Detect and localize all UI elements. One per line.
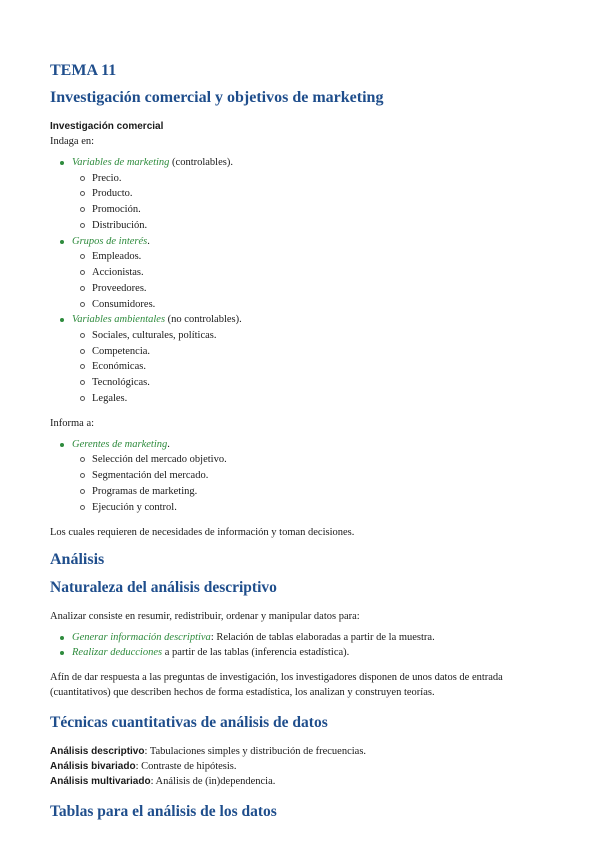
naturaleza-paragraph: Afín de dar respuesta a las preguntas de investigación, los investigadores disponen de unos datos de entrada (cuantitativos) que describen hechos de forma estadística, los analizan y construyen teorías. bbox=[50, 671, 503, 698]
tecnica-row: Análisis multivariado: Análisis de (in)dependencia. bbox=[50, 775, 276, 787]
sub-item: Segmentación del mercado. bbox=[92, 468, 550, 484]
sub-item: Consumidores. bbox=[92, 297, 550, 313]
naturaleza-list bbox=[50, 630, 550, 661]
list-item: Variables de marketing (controlables). Precio. Producto. Promoción. Distribución. bbox=[72, 155, 550, 234]
item-label: Gerentes de marketing bbox=[72, 438, 168, 450]
sub-item: Selección del mercado objetivo. bbox=[92, 452, 550, 468]
tecnicas-heading: Técnicas cuantitativas de análisis de datos bbox=[50, 713, 328, 731]
closing-text: Los cuales requieren de necesidades de información y toman decisiones. bbox=[50, 526, 355, 538]
analisis-heading: Análisis bbox=[50, 550, 105, 568]
sub-item: Tecnológicas. bbox=[92, 375, 550, 391]
sub-item: Producto. bbox=[92, 186, 550, 202]
tema-heading: TEMA 11 bbox=[50, 62, 117, 79]
informa-list bbox=[50, 437, 550, 516]
list-item: Realizar deducciones a partir de las tablas (inferencia estadística). bbox=[72, 645, 550, 661]
naturaleza-heading: Naturaleza del análisis descriptivo bbox=[50, 578, 277, 596]
sub-item: Programas de marketing. bbox=[92, 484, 550, 500]
item-label: Variables ambientales bbox=[72, 314, 166, 326]
sub-item: Económicas. bbox=[92, 359, 550, 375]
list-item: Grupos de interés. Empleados. Accionistas. Proveedores. Consumidores. bbox=[72, 234, 550, 313]
item-label: Variables de marketing bbox=[72, 157, 170, 168]
sub-list bbox=[72, 328, 550, 407]
sub-item: Proveedores. bbox=[92, 281, 550, 297]
tecnica-row: Análisis descriptivo: Tabulaciones simples y distribución de frecuencias. bbox=[50, 745, 367, 757]
tecnica-row: Análisis bivariado: Contraste de hipótesis. bbox=[50, 760, 237, 772]
sub-item: Accionistas. bbox=[92, 265, 550, 281]
page-title: Investigación comercial y objetivos de marketing bbox=[50, 89, 384, 106]
sub-list bbox=[72, 171, 550, 234]
sub-list bbox=[72, 452, 550, 515]
item-label: Generar información descriptiva bbox=[72, 631, 211, 643]
naturaleza-intro: Analizar consiste en resumir, redistribuir, ordenar y manipular datos para: bbox=[50, 610, 360, 622]
sub-item: Sociales, culturales, políticas. bbox=[92, 328, 550, 344]
section-investigacion bbox=[50, 119, 550, 540]
item-label: Grupos de interés bbox=[72, 235, 148, 247]
sub-item: Legales. bbox=[92, 391, 550, 407]
list-item: Variables ambientales (no controlables). Sociales, culturales, políticas. Competencia. Económicas. Tecnológicas. Legales. bbox=[72, 312, 550, 406]
informa-label: Informa a: bbox=[50, 417, 95, 429]
sub-item: Ejecución y control. bbox=[92, 500, 550, 516]
indaga-list bbox=[50, 155, 550, 407]
tablas-heading: Tablas para el análisis de los datos bbox=[50, 802, 277, 820]
sub-item: Precio. bbox=[92, 171, 550, 187]
investigacion-heading: Investigación comercial bbox=[50, 121, 164, 132]
sub-list bbox=[72, 249, 550, 312]
sub-item: Promoción. bbox=[92, 202, 550, 218]
item-label: Realizar deducciones bbox=[72, 647, 163, 659]
list-item: Generar información descriptiva: Relación de tablas elaboradas a partir de la muestra. bbox=[72, 630, 550, 646]
sub-item: Distribución. bbox=[92, 218, 550, 234]
sub-item: Competencia. bbox=[92, 344, 550, 360]
indaga-label: Indaga en: bbox=[50, 136, 95, 147]
list-item: Gerentes de marketing. Selección del mercado objetivo. Segmentación del mercado. Programas de marketing. Ejecución y control. bbox=[72, 437, 550, 516]
tecnicas-list bbox=[50, 744, 550, 789]
sub-item: Empleados. bbox=[92, 249, 550, 265]
